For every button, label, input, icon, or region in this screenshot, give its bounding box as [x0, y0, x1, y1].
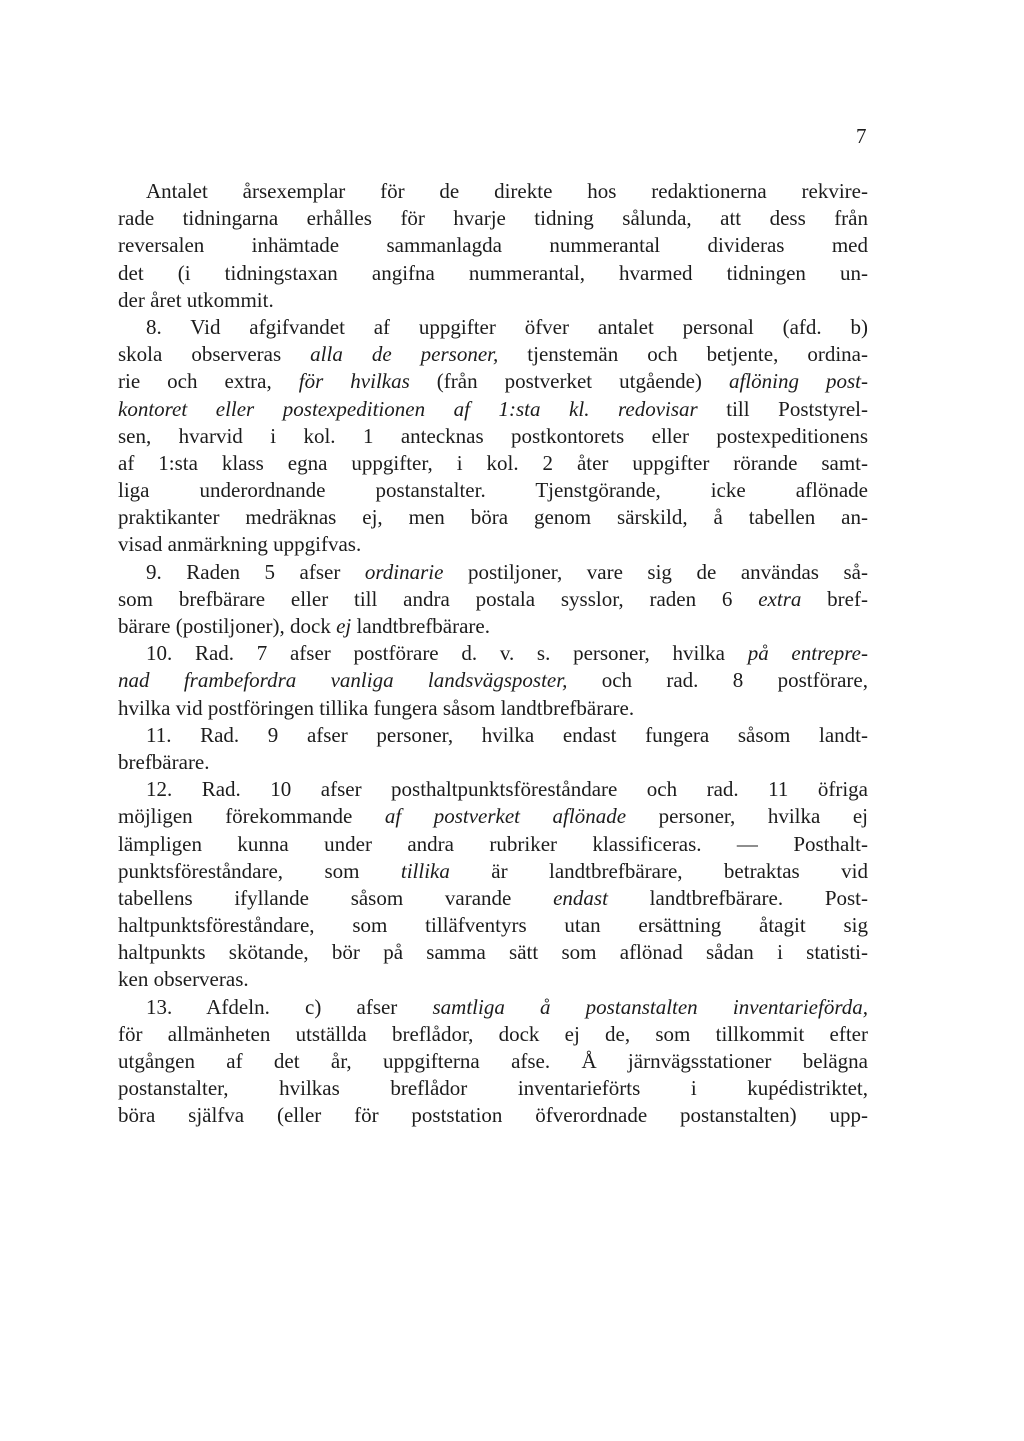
text-segment: postiljoner, vare sig de användas så- [443, 559, 868, 584]
italic-text: extra [758, 586, 802, 611]
italic-text: endast [553, 885, 608, 910]
text-line [118, 667, 868, 694]
text-line [118, 966, 868, 993]
italic-text: samtliga å postanstalten inventarieförda, [432, 994, 868, 1019]
text-segment: skola observeras [118, 342, 311, 367]
text-segment: rie och extra, [118, 369, 299, 394]
text-line [118, 477, 868, 504]
text-segment: 8. Vid afgifvandet af uppgifter öfver antalet personal (afd. b) [146, 314, 868, 339]
text-line [118, 1102, 868, 1129]
text-segment: haltpunkts skötande, bör på samma sätt som aflönad sådan i statisti- [118, 940, 868, 965]
text-line [118, 287, 868, 314]
text-segment: visad anmärkning uppgifvas. [118, 532, 362, 557]
text-segment: 10. Rad. 7 afser postförare d. v. s. personer, hvilka [146, 641, 748, 666]
text-line [118, 504, 868, 531]
text-line [118, 912, 868, 939]
text-segment: haltpunktsföreståndare, som tilläfventyrs utan ersättning åtagit sig [118, 913, 868, 938]
body-text [118, 178, 868, 1130]
text-line [118, 423, 868, 450]
text-segment: Antalet årsexemplar för de direkte hos redaktionerna rekvire- [146, 179, 868, 203]
text-segment: praktikanter medräknas ej, men böra genom särskild, å tabellen an- [118, 505, 868, 530]
text-segment: af 1:sta klass egna uppgifter, i kol. 2 åter uppgifter rörande samt- [118, 450, 868, 475]
text-segment: liga underordnande postanstalter. Tjenstgörande, icke aflönade [118, 478, 868, 503]
text-line [118, 1048, 868, 1075]
text-segment: bärare (postiljoner), dock [118, 614, 337, 638]
text-line [118, 341, 868, 368]
text-line [118, 586, 868, 613]
italic-text: tillika [400, 858, 450, 883]
page-number: 7 [856, 124, 867, 148]
text-segment: ken observeras. [118, 967, 249, 992]
text-segment: utgången af det år, uppgifterna afse. Å järnvägsstationer belägna [118, 1049, 868, 1073]
text-segment: punktsföreståndare, som [118, 858, 401, 883]
text-line [118, 178, 868, 205]
text-line [118, 1021, 868, 1048]
text-segment: landtbrefbärare. Post- [607, 885, 868, 910]
text-line [118, 396, 868, 423]
text-segment: 11. Rad. 9 afser personer, hvilka endast fungera såsom landt- [146, 722, 868, 747]
text-line [118, 776, 868, 803]
text-line [118, 831, 868, 858]
text-line [118, 749, 868, 776]
text-segment: der året utkommit. [118, 287, 274, 312]
text-segment: som brefbärare eller till andra postala sysslor, raden 6 [118, 586, 759, 611]
italic-text: alla de personer, [310, 342, 499, 367]
italic-text: på entrepre- [747, 641, 868, 666]
text-segment: tjenstemän och betjente, ordina- [498, 342, 868, 367]
text-segment: sen, hvarvid i kol. 1 antecknas postkontorets eller postexpeditionens [118, 423, 868, 448]
text-segment: reversalen inhämtade sammanlagda nummerantal divideras med [118, 233, 868, 258]
text-line [118, 613, 868, 640]
text-segment: brefbärare. [118, 749, 210, 774]
text-segment: postanstalter, hvilkas breflådor inventarieförts i kupédistriktet, [118, 1076, 868, 1101]
text-line [118, 858, 868, 885]
text-segment: böra själfva (eller för poststation öfverordnade postanstalten) upp- [118, 1103, 868, 1128]
text-line [118, 232, 868, 259]
text-line [118, 314, 868, 341]
text-segment: möjligen förekommande [118, 804, 385, 829]
italic-text: ordinarie [364, 559, 444, 584]
text-segment: 12. Rad. 10 afser posthaltpunktsföreståndare och rad. 11 öfriga [146, 777, 868, 802]
text-segment: (från postverket utgående) [409, 369, 729, 394]
text-segment: rade tidningarna erhålles för hvarje tidning sålunda, att dess från [118, 206, 868, 231]
text-line [118, 939, 868, 966]
text-segment: bref- [801, 586, 868, 611]
text-line [118, 722, 868, 749]
text-segment: och rad. 8 postförare, [567, 668, 868, 693]
italic-text: aflöning post- [728, 369, 868, 394]
text-line [118, 531, 868, 558]
text-segment: personer, hvilka ej [626, 804, 868, 829]
text-segment: tabellens ifyllande såsom varande [118, 885, 554, 910]
text-segment: är landtbrefbärare, betraktas vid [449, 858, 868, 883]
text-segment: landtbrefbärare. [351, 614, 490, 638]
text-segment: lämpligen kunna under andra rubriker klassificeras. — Posthalt- [118, 831, 868, 856]
text-line [118, 450, 868, 477]
text-line [118, 559, 868, 586]
text-line [118, 368, 868, 395]
text-line [118, 803, 868, 830]
text-line [118, 205, 868, 232]
text-line [118, 695, 868, 722]
text-line [118, 994, 868, 1021]
italic-text: ej [336, 614, 352, 638]
text-segment: till Poststyrel- [697, 396, 868, 421]
italic-text: för hvilkas [298, 369, 410, 394]
text-line [118, 640, 868, 667]
text-line [118, 1075, 868, 1102]
text-line [118, 885, 868, 912]
text-segment: 13. Afdeln. c) afser [146, 994, 433, 1019]
italic-text: kontoret eller postexpeditionen af 1:sta kl. redovisar [118, 396, 698, 421]
italic-text: nad frambefordra vanliga landsvägsposter, [118, 668, 568, 693]
text-segment: för allmänheten utställda breflådor, dock ej de, som tillkommit efter [118, 1021, 868, 1046]
text-segment: det (i tidningstaxan angifna nummerantal, hvarmed tidningen un- [118, 260, 868, 285]
text-segment: 9. Raden 5 afser [146, 559, 365, 584]
text-line [118, 260, 868, 287]
italic-text: af postverket aflönade [384, 804, 627, 829]
text-segment: hvilka vid postföringen tillika fungera såsom landtbrefbärare. [118, 695, 635, 720]
